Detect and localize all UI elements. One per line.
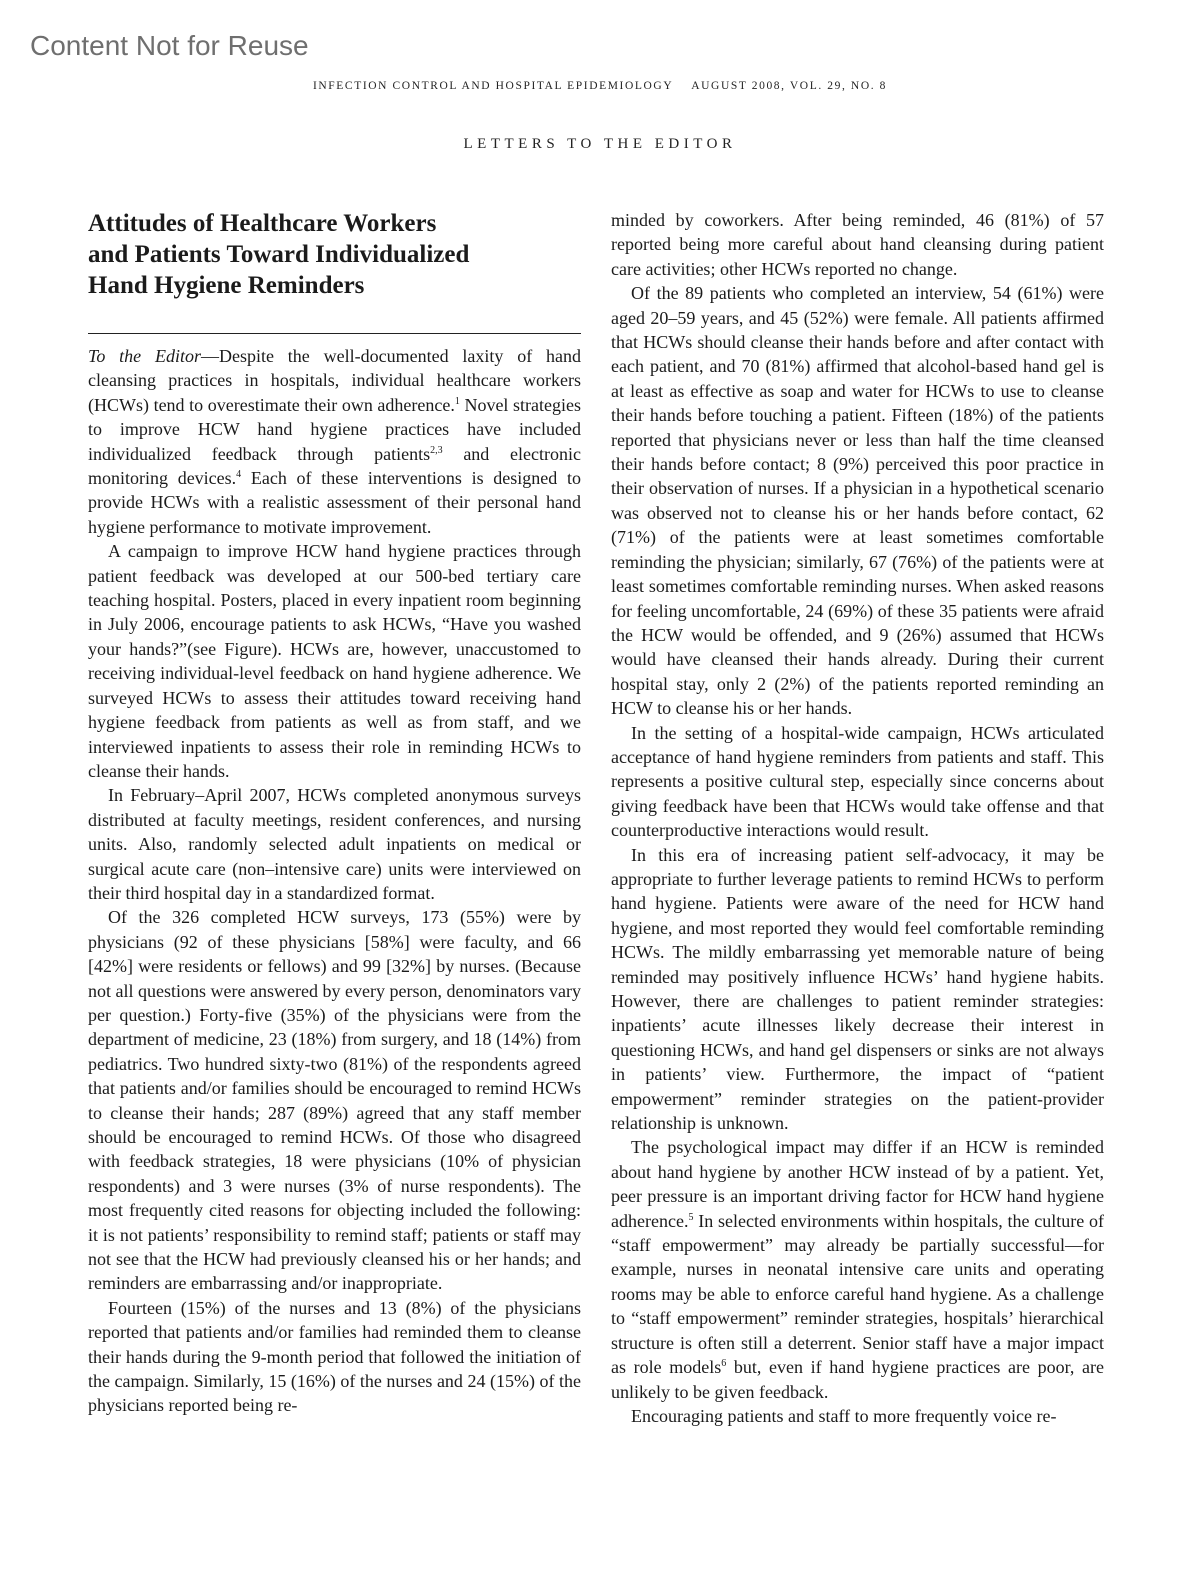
left-column xyxy=(88,208,581,1418)
text-run: In the setting of a hospital-wide campaign, HCWs articulated acceptance of hand hygiene reminders from patients and staff. This represents a positive cultural step, especially since concerns about giving feedback have been that HCWs would take offense and that counterproductive interactions would result. xyxy=(611,722,1104,841)
running-head xyxy=(0,80,1200,92)
text-run: Novel strategies to improve HCW hand hygiene practices have included individualized feedback through patients xyxy=(88,394,581,464)
text-run: The psychological impact may differ if an HCW is reminded about hand hygiene by another HCW instead of by a patient. Yet, peer pressure is an important driving factor for HCW hand hygiene adherence. xyxy=(611,1137,1104,1231)
salutation: To the Editor xyxy=(88,346,201,366)
text-run: Encouraging patients and staff to more frequently voice re- xyxy=(631,1405,1057,1426)
watermark: Content Not for Reuse xyxy=(30,30,309,61)
text-run: but, even if hand hygiene practices are poor, are unlikely to be given feedback. xyxy=(611,1357,1104,1402)
paragraph xyxy=(88,783,581,905)
text-run: A campaign to improve HCW hand hygiene practices through patient feedback was developed at our 500-bed tertiary care teaching hospital. Posters, placed in every inpatient room beginning in July 2006, encourage patients to ask HCWs, “Have you washed your hands?”(see Figure). HCWs are, however, unaccustomed to receiving individual-level feedback on hand hygiene adherence. We surveyed HCWs to assess their attitudes toward receiving hand hygiene feedback from patients as well as from staff, and we interviewed inpatients to assess their role in reminding HCWs to cleanse their hands. xyxy=(88,541,581,781)
paragraph xyxy=(88,1296,581,1418)
reference-superscript: 6 xyxy=(721,1358,727,1370)
text-run: minded by coworkers. After being reminded, 46 (81%) of 57 reported being more careful about hand cleansing during patient care activities; other HCWs reported no change. xyxy=(611,210,1104,279)
text-run: In selected environments within hospitals, the culture of “staff empowerment” may already be partially successful—for example, nurses in neonatal intensive care units and operating rooms may be able to enforce careful hand hygiene. As a challenge to “staff empowerment” reminder strategies, hospitals’ hierarchical structure is often still a deterrent. Senior staff have a major impact as role models xyxy=(611,1210,1104,1378)
text-run: Of the 326 completed HCW surveys, 173 (55%) were by physicians (92 of these physicians [58%] were faculty, and 66 [42%] were residents or fellows) and 99 [32%] by nurses. (Because not all questions were answered by every person, denominators vary per question.) Forty-five (35%) of the physicians were from the department of medicine, 23 (18%) from surgery, and 18 (14%) from pediatrics. Two hundred sixty-two (81%) of the respondents agreed that patients and/or families should be encouraged to remind HCWs to cleanse their hands; 287 (89%) agreed that any staff member should be encouraged to remind HCWs. Of those who disagreed with feedback strategies, 18 were physicians (10% of physician respondents) and 3 were nurses (3% of nurse respondents). The most frequently cited reasons for objecting included the following: it is not patients’ responsibility to remind staff; patients or staff may not see that the HCW had previously cleansed his or her hands; and reminders are embarrassing and/or inappropriate. xyxy=(88,907,581,1294)
journal-name: INFECTION CONTROL AND HOSPITAL EPIDEMIOLOGY xyxy=(312,80,674,92)
paragraph xyxy=(88,905,581,1296)
right-column-body xyxy=(611,208,1104,1428)
paragraph xyxy=(611,1135,1104,1403)
section-heading: LETTERS TO THE EDITOR xyxy=(463,136,737,152)
text-run: In February–April 2007, HCWs completed anonymous surveys distributed at faculty meetings, resident conferences, and nursing units. Also, randomly selected adult inpatients on medical or surgical acute care (non–intensive care) units were interviewed on their third hospital day in a standardized format. xyxy=(88,785,581,903)
left-column-body xyxy=(88,344,581,1418)
paragraph xyxy=(88,344,581,539)
paragraph xyxy=(611,1404,1104,1428)
reference-superscript: 2,3 xyxy=(430,444,443,456)
text-run: In this era of increasing patient self-advocacy, it may be appropriate to further leverage patients to remind HCWs to perform hand hygiene. Patients were aware of the need for HCW hand hygiene, and most reported they would feel comfortable reminding HCWs. The mildly embarrassing yet memorable nature of being reminded may positively influence HCWs’ hand hygiene habits. However, there are challenges to patient reminder strategies: inpatients’ acute illnesses likely decrease their interest in questioning HCWs, and hand gel dispensers or sinks are not always in patients’ view. Furthermore, the impact of “patient empowerment” reminder strategies on the patient-provider relationship is unknown. xyxy=(611,844,1104,1134)
paragraph xyxy=(611,721,1104,843)
text-run: and electronic monitoring devices. xyxy=(88,443,581,489)
text-run: Each of these interventions is designed to provide HCWs with a realistic assessment of their personal hand hygiene performance to motivate improvement. xyxy=(88,468,581,537)
paragraph xyxy=(611,281,1104,720)
reference-superscript: 4 xyxy=(236,469,242,481)
paragraph xyxy=(611,208,1104,281)
article-title: Attitudes of Healthcare Workers and Patients Toward Individualized Hand Hygiene Reminders xyxy=(88,210,470,299)
paragraph xyxy=(611,843,1104,1136)
reference-superscript: 5 xyxy=(688,1211,694,1223)
text-run: Of the 89 patients who completed an interview, 54 (61%) were aged 20–59 years, and 45 (52%) were female. All patients affirmed that HCWs should cleanse their hands before and after contact with each patient, and 70 (81%) affirmed that alcohol-based hand gel is at least as effective as soap and water for HCWs to use to cleanse their hands before touching a patient. Fifteen (18%) of the patients reported that physicians never or less than half the time cleansed their hands before contact; 8 (9%) perceived this poor practice in their observation of nurses. If a physician in a hypothetical scenario was observed not to cleanse his or her hands before contact, 62 (71%) of the patients were at least sometimes comfortable reminding the physician; similarly, 67 (76%) of the patients were at least sometimes comfortable reminding nurses. When asked reasons for feeling uncomfortable, 24 (69%) of these 35 patients were afraid the HCW would be offended, and 9 (26%) assumed that HCWs would have cleansed their hands already. During their current hospital stay, only 2 (2%) of the patients reported reminding an HCW to cleanse his or her hands. xyxy=(611,283,1104,719)
paragraph xyxy=(88,539,581,783)
reference-superscript: 1 xyxy=(454,395,460,407)
issue-info: AUGUST 2008, VOL. 29, NO. 8 xyxy=(691,80,888,92)
text-run: —Despite the well-documented laxity of hand cleansing practices in hospitals, individual healthcare workers (HCWs) tend to overestimate their own adherence. xyxy=(88,346,582,415)
text-run: Fourteen (15%) of the nurses and 13 (8%) of the physicians reported that patients and/or families had reminded them to cleanse their hands during the 9-month period that followed the initiation of the campaign. Similarly, 15 (16%) of the nurses and 24 (15%) of the physicians reported being re- xyxy=(88,1297,581,1416)
right-column xyxy=(611,208,1104,1428)
title-divider xyxy=(88,333,581,334)
